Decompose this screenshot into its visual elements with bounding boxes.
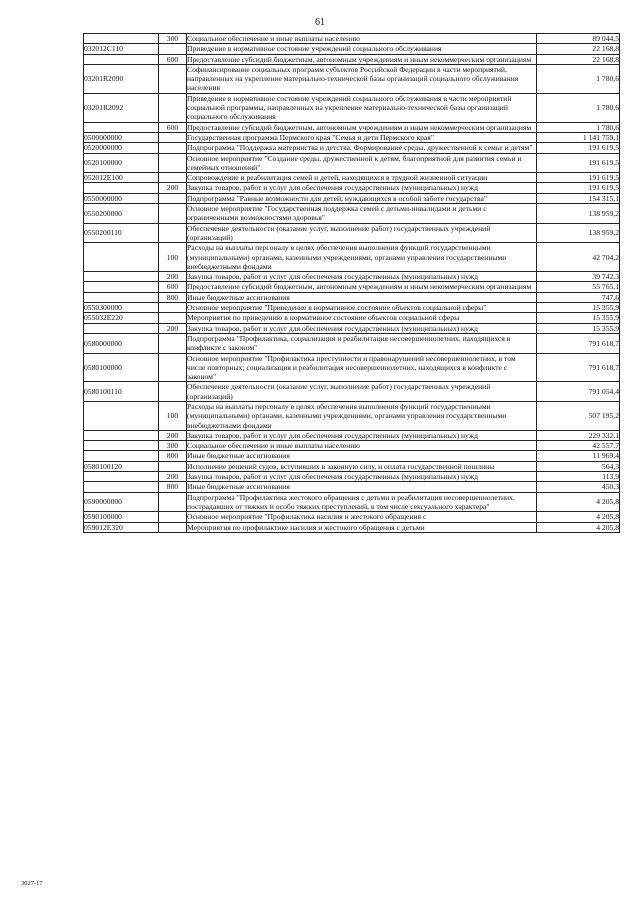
- budget-code-cell: 032012С110: [84, 44, 159, 54]
- amount-cell: 791 054,4: [537, 382, 620, 402]
- amount-cell: 4 205,8: [537, 492, 620, 512]
- amount-cell: 15 355,9: [537, 313, 620, 323]
- item-name-cell: Социальное обеспечение и иные выплаты населению: [187, 441, 537, 451]
- item-name-cell: Предоставление субсидий бюджетным, автономным учреждениям и иным некоммерческим организациям: [187, 122, 537, 132]
- budget-code-cell: [84, 292, 159, 302]
- budget-code-cell: [84, 34, 159, 44]
- budget-code-cell: 055032Е220: [84, 313, 159, 323]
- item-name-cell: Основное мероприятие "Профилактика преступности и правонарушений несовершеннолетних, в том числе повторных; социализация и реабилитация несовершеннолетних, находящихся в конфликте с законом": [187, 353, 537, 382]
- item-name-cell: Государственная программа Пермского края "Семья и дети Пермского края": [187, 132, 537, 142]
- table-row: [84, 303, 620, 313]
- table-row: [84, 122, 620, 132]
- budget-code-cell: 03201R2092: [84, 93, 159, 122]
- expense-type-cell: [159, 64, 187, 93]
- amount-cell: 138 959,2: [537, 204, 620, 224]
- expense-type-cell: [159, 132, 187, 142]
- expense-type-cell: 600: [159, 122, 187, 132]
- expense-type-cell: [159, 522, 187, 532]
- budget-code-cell: 03201R2090: [84, 64, 159, 93]
- amount-cell: 11 969,4: [537, 451, 620, 461]
- expense-type-cell: [159, 512, 187, 522]
- expense-type-cell: 600: [159, 282, 187, 292]
- item-name-cell: Расходы на выплаты персоналу в целях обеспечения выполнения функций государственными (муниципальными) органами, казенными учреждениями, органами управления государственными внебюджетными фондами: [187, 243, 537, 272]
- budget-code-cell: 0550200000: [84, 204, 159, 224]
- table-row: [84, 143, 620, 153]
- expense-type-cell: [159, 333, 187, 353]
- budget-code-cell: 0550000000: [84, 193, 159, 203]
- item-name-cell: Подпрограмма "Профилактика, социализация и реабилитация несовершеннолетних, находящихся в конфликте с законом": [187, 333, 537, 353]
- budget-code-cell: [84, 451, 159, 461]
- table-row: [84, 323, 620, 333]
- table-row: [84, 272, 620, 282]
- amount-cell: 191 619,5: [537, 173, 620, 183]
- table-row: [84, 492, 620, 512]
- item-name-cell: Приведение в нормативное состояние учреждений социального обслуживания в части мероприятий социальной программы, направленных на укрепление материально-технической базы организаций социального обслуживания: [187, 93, 537, 122]
- table-row: [84, 173, 620, 183]
- expense-type-cell: 200: [159, 183, 187, 193]
- expense-type-cell: 600: [159, 54, 187, 64]
- table-row: [84, 282, 620, 292]
- budget-code-cell: 0550300000: [84, 303, 159, 313]
- item-name-cell: Подпрограмма "Профилактика жестокого обращения с детьми и реабилитация несовершеннолетних, пострадавших от тяжких и особо тяжких преступлений, в том числе сексуального характера": [187, 492, 537, 512]
- expense-type-cell: 200: [159, 472, 187, 482]
- amount-cell: 791 618,7: [537, 353, 620, 382]
- expense-type-cell: [159, 353, 187, 382]
- expense-type-cell: [159, 193, 187, 203]
- table-row: [84, 153, 620, 173]
- expense-type-cell: 800: [159, 482, 187, 492]
- item-name-cell: Иные бюджетные ассигнования: [187, 451, 537, 461]
- amount-cell: 4 205,8: [537, 512, 620, 522]
- table-row: [84, 183, 620, 193]
- table-row: [84, 522, 620, 532]
- amount-cell: 138 959,2: [537, 223, 620, 243]
- expense-type-cell: 800: [159, 451, 187, 461]
- budget-code-cell: [84, 243, 159, 272]
- expense-type-cell: [159, 313, 187, 323]
- expense-type-cell: [159, 173, 187, 183]
- item-name-cell: Сопровождение и реабилитация семей и детей, находящихся в трудной жизненной ситуации: [187, 173, 537, 183]
- amount-cell: 42 704,2: [537, 243, 620, 272]
- table-row: [84, 132, 620, 142]
- item-name-cell: Закупка товаров, работ и услуг для обеспечения государственных (муниципальных) нужд: [187, 183, 537, 193]
- budget-code-cell: [84, 472, 159, 482]
- page-number: 61: [315, 17, 325, 28]
- amount-cell: 1 141 759,1: [537, 132, 620, 142]
- table-row: [84, 193, 620, 203]
- expense-type-cell: 300: [159, 34, 187, 44]
- budget-code-cell: [84, 122, 159, 132]
- item-name-cell: Приведение в нормативное состояние учреждений социального обслуживания: [187, 44, 537, 54]
- expense-type-cell: [159, 93, 187, 122]
- budget-code-cell: [84, 482, 159, 492]
- expense-type-cell: [159, 492, 187, 512]
- item-name-cell: Основное мероприятие "Приведение в нормативное состояние объектов социальной сферы": [187, 303, 537, 313]
- budget-code-cell: 0500000000: [84, 132, 159, 142]
- expense-type-cell: [159, 204, 187, 224]
- budget-code-cell: [84, 183, 159, 193]
- amount-cell: 55 765,1: [537, 282, 620, 292]
- amount-cell: 791 618,7: [537, 333, 620, 353]
- budget-code-cell: [84, 430, 159, 440]
- budget-code-cell: 0590000000: [84, 492, 159, 512]
- item-name-cell: Предоставление субсидий бюджетным, автономным учреждениям и иным некоммерческим организациям: [187, 54, 537, 64]
- table-row: [84, 382, 620, 402]
- item-name-cell: Закупка товаров, работ и услуг для обеспечения государственных (муниципальных) нужд: [187, 472, 537, 482]
- expense-type-cell: [159, 303, 187, 313]
- table-row: [84, 353, 620, 382]
- item-name-cell: Основное мероприятие "Государственная поддержка семей с детьми-инвалидами и детьми с ограниченными возможностями здоровья": [187, 204, 537, 224]
- table-row: [84, 512, 620, 522]
- table-row: [84, 292, 620, 302]
- table-row: [84, 401, 620, 430]
- table-row: [84, 204, 620, 224]
- item-name-cell: Иные бюджетные ассигнования: [187, 292, 537, 302]
- table-row: [84, 441, 620, 451]
- table-row: [84, 223, 620, 243]
- item-name-cell: Подпрограмма "Равные возможности для детей, нуждающихся в особой заботе государства": [187, 193, 537, 203]
- amount-cell: 89 044,5: [537, 34, 620, 44]
- expense-type-cell: 100: [159, 243, 187, 272]
- amount-cell: 15 355,9: [537, 323, 620, 333]
- amount-cell: 42 557,7: [537, 441, 620, 451]
- item-name-cell: Подпрограмма "Поддержка материнства и детства. Формирование среды, дружественной к семье и детям": [187, 143, 537, 153]
- amount-cell: 154 315,1: [537, 193, 620, 203]
- amount-cell: 1 780,6: [537, 122, 620, 132]
- item-name-cell: Социальное обеспечение и иные выплаты населению: [187, 34, 537, 44]
- expense-type-cell: [159, 153, 187, 173]
- budget-code-cell: [84, 282, 159, 292]
- budget-code-cell: [84, 54, 159, 64]
- amount-cell: 39 742,3: [537, 272, 620, 282]
- item-name-cell: Обеспечение деятельности (оказание услуг, выполнение работ) государственных учреждений (организаций): [187, 382, 537, 402]
- budget-code-cell: [84, 441, 159, 451]
- item-name-cell: Мероприятия по профилактике насилия и жестокого обращения с детьми: [187, 522, 537, 532]
- item-name-cell: Закупка товаров, работ и услуг для обеспечения государственных (муниципальных) нужд: [187, 323, 537, 333]
- table-row: [84, 64, 620, 93]
- amount-cell: 1 780,6: [537, 93, 620, 122]
- expense-type-cell: [159, 461, 187, 471]
- expense-type-cell: 300: [159, 441, 187, 451]
- amount-cell: 22 168,8: [537, 44, 620, 54]
- amount-cell: 4 205,8: [537, 522, 620, 532]
- budget-code-cell: 0580000000: [84, 333, 159, 353]
- amount-cell: 1 780,6: [537, 64, 620, 93]
- expense-type-cell: 200: [159, 272, 187, 282]
- budget-code-cell: 0580100120: [84, 461, 159, 471]
- item-name-cell: Основное мероприятие "Профилактика насилия и жестокого обращения с: [187, 512, 537, 522]
- budget-code-cell: [84, 272, 159, 282]
- item-name-cell: Исполнение решений судов, вступивших в законную силу, и оплата государственной пошлины: [187, 461, 537, 471]
- item-name-cell: Закупка товаров, работ и услуг для обеспечения государственных (муниципальных) нужд: [187, 272, 537, 282]
- budget-code-cell: 052012Е100: [84, 173, 159, 183]
- item-name-cell: Иные бюджетные ассигнования: [187, 482, 537, 492]
- amount-cell: 191 619,5: [537, 183, 620, 193]
- table-row: [84, 333, 620, 353]
- budget-code-cell: [84, 323, 159, 333]
- item-name-cell: Расходы на выплаты персоналу в целях обеспечения выполнения функций государственными (муниципальными) органами, казенными учреждениями, органами управления государственными внебюджетными фондами: [187, 401, 537, 430]
- expense-type-cell: [159, 223, 187, 243]
- budget-code-cell: 0520100000: [84, 153, 159, 173]
- table-row: [84, 93, 620, 122]
- expense-type-cell: [159, 143, 187, 153]
- item-name-cell: Обеспечение деятельности (оказание услуг, выполнение работ) государственных учреждений (организаций): [187, 223, 537, 243]
- expense-type-cell: 100: [159, 401, 187, 430]
- document-footer-code: 3027-17: [21, 880, 43, 887]
- table-row: [84, 451, 620, 461]
- amount-cell: 15 355,9: [537, 303, 620, 313]
- table-row: [84, 34, 620, 44]
- table-row: [84, 44, 620, 54]
- table-row: [84, 482, 620, 492]
- expense-type-cell: [159, 44, 187, 54]
- expense-type-cell: 200: [159, 430, 187, 440]
- table-row: [84, 472, 620, 482]
- budget-table-body: [84, 34, 620, 533]
- table-row: [84, 54, 620, 64]
- budget-code-cell: 0590100000: [84, 512, 159, 522]
- amount-cell: 22 168,8: [537, 54, 620, 64]
- expense-type-cell: [159, 382, 187, 402]
- amount-cell: 191 619,5: [537, 143, 620, 153]
- budget-table: [83, 33, 620, 533]
- item-name-cell: Софинансирование социальных программ субъектов Российской Федерации в части мероприятий, направленных на укрепление материально-технической базы организаций социального обслуживания населения: [187, 64, 537, 93]
- amount-cell: 564,3: [537, 461, 620, 471]
- amount-cell: 747,6: [537, 292, 620, 302]
- table-row: [84, 430, 620, 440]
- item-name-cell: Предоставление субсидий бюджетным, автономным учреждениям и иным некоммерческим организациям: [187, 282, 537, 292]
- budget-code-cell: 0520000000: [84, 143, 159, 153]
- amount-cell: 450,3: [537, 482, 620, 492]
- budget-code-cell: 0580100110: [84, 382, 159, 402]
- budget-code-cell: 059012Е320: [84, 522, 159, 532]
- item-name-cell: Основное мероприятие "Создание среды, дружественной к детям, благоприятной для развития семьи и семейных отношений": [187, 153, 537, 173]
- table-row: [84, 243, 620, 272]
- table-row: [84, 313, 620, 323]
- amount-cell: 229 332,1: [537, 430, 620, 440]
- expense-type-cell: 200: [159, 323, 187, 333]
- amount-cell: 507 195,2: [537, 401, 620, 430]
- table-row: [84, 461, 620, 471]
- amount-cell: 191 619,5: [537, 153, 620, 173]
- item-name-cell: Закупка товаров, работ и услуг для обеспечения государственных (муниципальных) нужд: [187, 430, 537, 440]
- budget-code-cell: 0580100000: [84, 353, 159, 382]
- item-name-cell: Мероприятия по приведению в нормативное состояние объектов социальной сферы: [187, 313, 537, 323]
- budget-code-cell: [84, 401, 159, 430]
- budget-code-cell: 0550200110: [84, 223, 159, 243]
- amount-cell: 113,9: [537, 472, 620, 482]
- expense-type-cell: 800: [159, 292, 187, 302]
